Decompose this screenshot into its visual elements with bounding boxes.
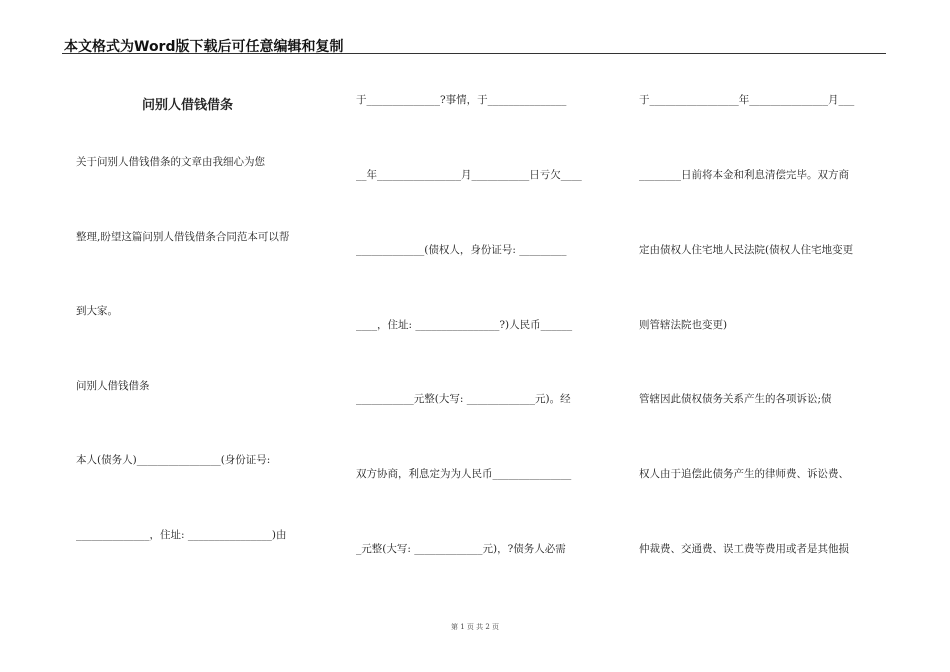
text-line: 则管辖法院也变更) [639,319,728,331]
text-line: 仲裁费、交通费、误工费等费用或者是其他损 [639,543,849,555]
text-line: _____________(债权人，身份证号: _________ [356,244,567,256]
text-line: __年________________月___________日亏欠____ [356,169,582,181]
document-title: 问别人借钱借条 [142,98,234,113]
text-line: 于_________________年_______________月___ [639,94,855,106]
text-line: 整理,盼望这篇问别人借钱借条合同范本可以帮 [76,231,290,243]
text-line: ___________元整(大写: _____________元)。经 [356,393,571,405]
page-header-title: 本文格式为Word版下载后可任意编辑和复制 [64,39,344,55]
text-line: 问别人借钱借条 [76,380,150,392]
text-line: 于______________?事情，于_______________ [356,94,567,106]
text-line: 双方协商，利息定为为人民币_______________ [356,468,572,480]
text-line: 权人由于追偿此债务产生的律师费、诉讼费、 [639,468,849,480]
text-line: _元整(大写: _____________元)，?债务人必需 [356,543,566,555]
text-line: 关于问别人借钱借条的文章由我细心为您 [76,156,265,168]
text-line: ____，住址: ________________?)人民币______ [356,319,573,331]
page-number: 第 1 页 共 2 页 [450,623,500,631]
text-line: 定由债权人住宅地人民法院(债权人住宅地变更 [639,244,854,256]
text-line: ______________，住址: ________________)由 [76,529,287,541]
text-line: ________日前将本金和利息清偿完毕。双方商 [639,169,849,181]
text-line: 到大家。 [76,305,118,317]
header-divider [62,53,886,54]
text-line: 管辖因此债权债务关系产生的各项诉讼;债 [639,393,832,405]
text-line: 本人(债务人)________________(身份证号: [76,454,271,466]
